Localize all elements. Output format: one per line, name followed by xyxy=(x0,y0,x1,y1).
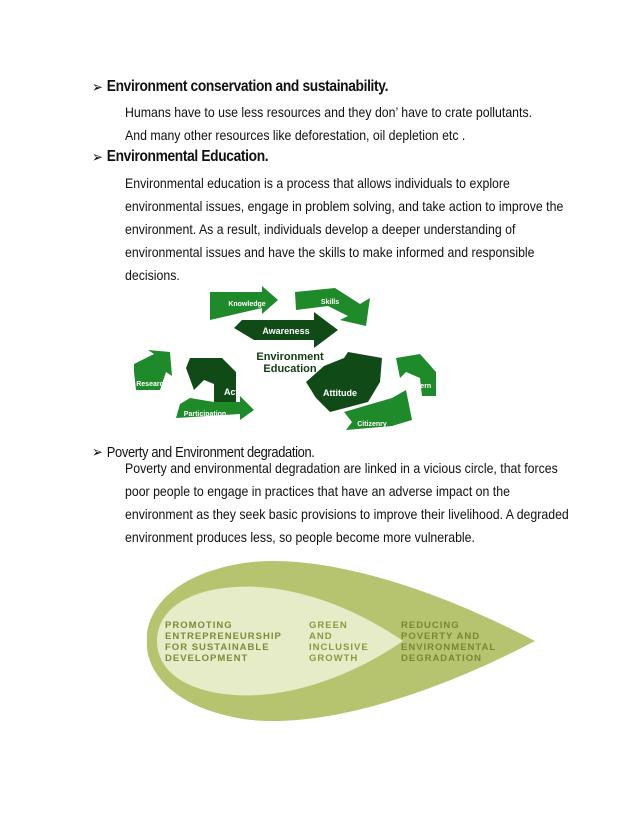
right-text-line: ENVIRONMENTAL xyxy=(401,642,497,653)
paragraph-line: And many other resources like deforestation, oil depletion etc . xyxy=(125,127,466,143)
left-text-line: PROMOTING xyxy=(165,620,233,631)
left-text-line: ENTREPRENEURSHIP xyxy=(165,631,282,642)
paragraph-poverty xyxy=(125,457,569,549)
paragraph-line: Environmental education is a process that allows individuals to explore xyxy=(125,175,510,191)
paragraph-conservation xyxy=(125,101,539,147)
section-heading-education xyxy=(92,148,268,166)
left-text-line: DEVELOPMENT xyxy=(165,653,249,664)
concern-label: Concern xyxy=(402,383,432,390)
poverty-growth-drop-diagram xyxy=(145,555,540,730)
middle-text-line: AND xyxy=(309,631,333,642)
skills-label: Skills xyxy=(320,299,340,306)
environment-education-cycle-diagram xyxy=(130,286,440,436)
knowledge-label: Knowledge xyxy=(228,301,266,308)
center-title-line2: Education xyxy=(263,363,317,375)
heading-text: Environment conservation and sustainability. xyxy=(106,78,389,95)
research-label: Research xyxy=(136,381,168,388)
paragraph-line: environment as they seek basic provisions to improve their livelihood. A degraded xyxy=(125,506,569,522)
heading-text: Poverty and Environment degradation. xyxy=(106,443,315,461)
paragraph-line: environment. As a result, individuals develop a deeper understanding of xyxy=(125,221,516,237)
arrow-bullet-icon: ➢ xyxy=(92,78,103,96)
paragraph-line: environment produces less, so people become more vulnerable. xyxy=(125,529,475,545)
paragraph-line: Poverty and environmental degradation are linked in a vicious circle, that forces xyxy=(125,460,558,476)
paragraph-education xyxy=(125,172,564,287)
paragraph-line: decisions. xyxy=(125,267,180,283)
middle-text-line: GREEN xyxy=(309,620,348,631)
right-text-line: REDUCING xyxy=(401,620,460,631)
right-text-line: DEGRADATION xyxy=(401,653,483,664)
participation-label: Participation xyxy=(183,411,227,418)
right-text-line: POVERTY AND xyxy=(401,631,481,642)
paragraph-line: environmental issues and have the skills to make informed and responsible xyxy=(125,244,535,260)
paragraph-line: environmental issues, engage in problem solving, and take action to improve the xyxy=(125,198,564,214)
arrow-bullet-icon: ➢ xyxy=(92,148,103,166)
paragraph-line: Humans have to use less resources and they don’ have to crate pollutants. xyxy=(125,104,533,120)
middle-text-line: INCLUSIVE xyxy=(309,642,369,653)
center-title-line1: Environment xyxy=(256,351,324,363)
heading-text: Environmental Education. xyxy=(106,148,269,165)
paragraph-line: poor people to engage in practices that have an adverse impact on the xyxy=(125,483,510,499)
section-heading-conservation xyxy=(92,78,388,96)
citizenry-label: Citizenry xyxy=(357,421,387,428)
left-text-line: FOR SUSTAINABLE xyxy=(165,642,270,653)
action-label: Action xyxy=(224,387,252,397)
attitude-label: Attitude xyxy=(323,388,357,398)
middle-text-line: GROWTH xyxy=(309,653,359,664)
arrow-bullet-icon: ➢ xyxy=(92,443,103,461)
awareness-label: Awareness xyxy=(262,326,310,336)
